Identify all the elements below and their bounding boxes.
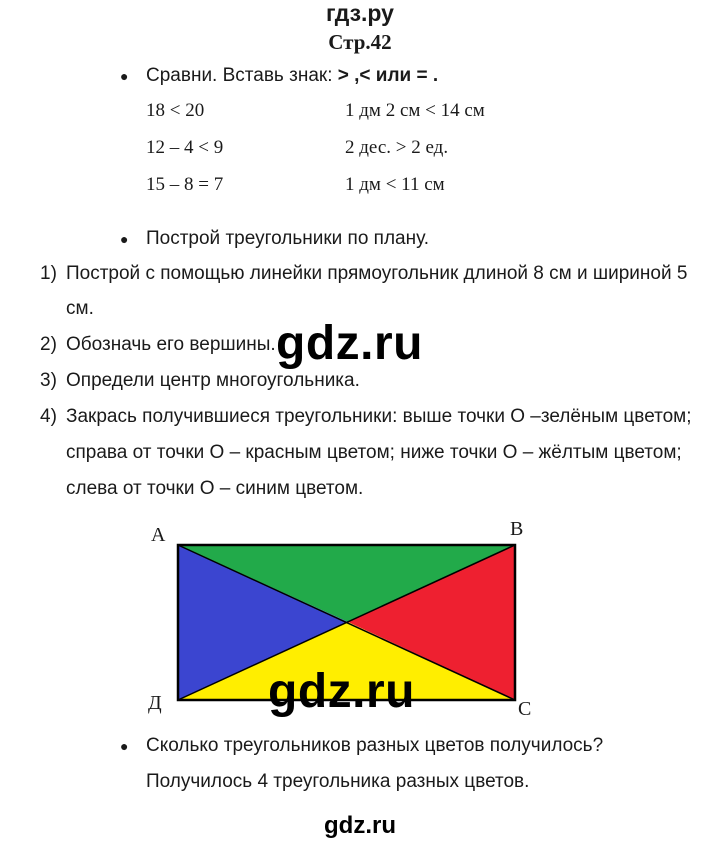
site-title: гдз.ру: [326, 0, 394, 26]
step-2-num: 2): [40, 334, 57, 355]
build-task: Построй треугольники по плану.: [146, 228, 429, 249]
watermark-middle: gdz.ru: [276, 317, 423, 370]
page-number: Стр.42: [328, 30, 392, 54]
answer-text: Получилось 4 треугольника разных цветов.: [146, 771, 530, 792]
question-text: Сколько треугольников разных цветов получилось?: [146, 735, 604, 756]
vertex-d-label: Д: [148, 692, 162, 714]
compare-task-text: Сравни. Вставь знак:: [146, 65, 338, 86]
bullet-icon: ●: [120, 70, 129, 85]
step-1-line-2: см.: [66, 298, 94, 319]
compare-right-3: 1 дм < 11 см: [345, 174, 445, 195]
step-4-num: 4): [40, 406, 57, 427]
compare-right-2: 2 дес. > 2 ед.: [345, 137, 449, 158]
step-1-num: 1): [40, 263, 57, 284]
compare-task-signs: > ,< или = .: [337, 65, 439, 86]
compare-left-1: 18 < 20: [146, 100, 205, 121]
step-4-line-1: Закрась получившиеся треугольники: выше точки О –зелёным цветом;: [66, 406, 692, 427]
compare-left-2: 12 – 4 < 9: [146, 137, 224, 158]
compare-right-1: 1 дм 2 см < 14 см: [345, 100, 485, 121]
step-2-line-1: Обозначь его вершины.: [66, 334, 276, 355]
step-3-num: 3): [40, 370, 57, 391]
bullet-icon: ●: [120, 740, 129, 755]
step-3-line-1: Определи центр многоугольника.: [66, 370, 360, 391]
step-1-line-1: Построй с помощью линейки прямоугольник длиной 8 см и шириной 5: [66, 263, 688, 284]
compare-left-3: 15 – 8 = 7: [146, 174, 224, 195]
vertex-b-label: В: [510, 518, 524, 540]
watermark-figure: gdz.ru: [268, 665, 415, 718]
step-4-line-3: слева от точки О – синим цветом.: [66, 478, 364, 499]
bullet-icon: ●: [120, 233, 129, 248]
vertex-c-label: С: [518, 698, 532, 720]
step-4-line-2: справа от точки О – красным цветом; ниже точки О – жёлтым цветом;: [66, 442, 682, 463]
watermark-bottom: gdz.ru: [324, 812, 396, 839]
vertex-a-label: А: [151, 524, 166, 546]
